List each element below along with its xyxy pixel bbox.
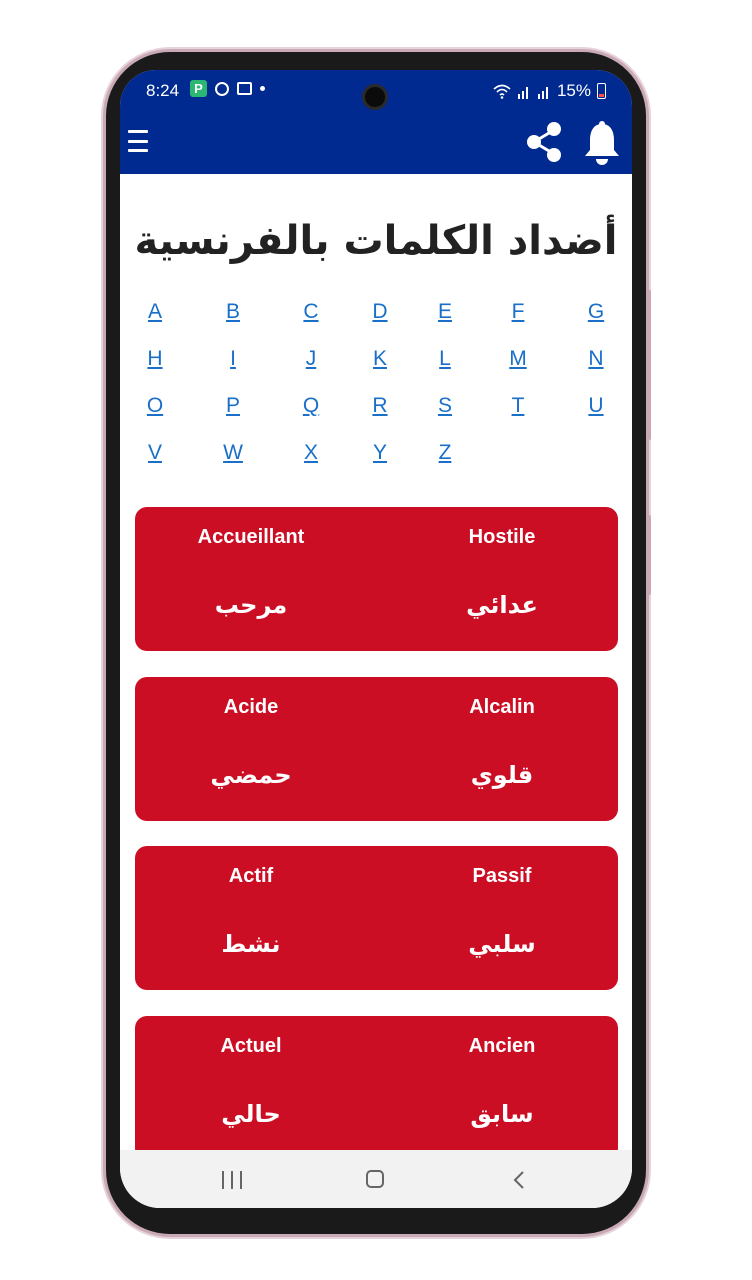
page-title: أضداد الكلمات بالفرنسية	[134, 218, 618, 264]
main-content	[120, 174, 632, 1150]
letter-link-p[interactable]: P	[225, 394, 240, 417]
word-french: Acide	[223, 696, 279, 718]
system-nav-bar	[120, 1150, 632, 1208]
word-arabic: نشط	[221, 930, 281, 958]
status-right	[493, 81, 606, 101]
letter-link-c[interactable]: C	[303, 300, 319, 323]
letter-link-e[interactable]: E	[437, 300, 452, 323]
signal-icon	[517, 84, 531, 99]
letter-link-k[interactable]: K	[372, 347, 387, 370]
letter-link-d[interactable]: D	[372, 300, 388, 323]
letter-link-x[interactable]: X	[303, 441, 318, 464]
opposite-french: Hostile	[468, 526, 536, 548]
battery-percent: 15%	[556, 81, 591, 100]
word-arabic: حالي	[221, 1100, 281, 1128]
word-french: Actuel	[220, 1035, 282, 1057]
letter-link-i[interactable]: I	[230, 347, 236, 370]
antonym-card[interactable]	[135, 507, 618, 651]
letter-link-r[interactable]: R	[372, 394, 388, 417]
word-french: Actif	[228, 865, 274, 887]
letter-link-l[interactable]: L	[439, 347, 451, 370]
letter-link-n[interactable]: N	[588, 347, 604, 370]
opposite-arabic: قلوي	[470, 761, 534, 789]
antonym-card[interactable]	[135, 677, 618, 821]
app-bar	[120, 112, 632, 174]
letter-link-m[interactable]: M	[509, 347, 527, 370]
status-bar	[120, 70, 632, 112]
antonym-card[interactable]	[135, 1016, 618, 1150]
app-notification-icon: P	[190, 80, 207, 97]
more-notifications-dot	[260, 86, 265, 91]
letter-link-o[interactable]: O	[146, 394, 164, 417]
back-button[interactable]	[512, 1170, 526, 1190]
letter-link-j[interactable]: J	[305, 347, 317, 370]
opposite-arabic: سلبي	[468, 930, 536, 958]
word-arabic: حمضي	[210, 761, 292, 789]
share-icon[interactable]	[520, 118, 568, 166]
letter-link-u[interactable]: U	[588, 394, 604, 417]
letter-link-b[interactable]: B	[225, 300, 240, 323]
image-icon	[237, 82, 252, 95]
opposite-french: Alcalin	[469, 696, 535, 718]
power-button	[646, 515, 651, 595]
volume-button	[646, 290, 651, 440]
letter-link-z[interactable]: Z	[438, 441, 452, 464]
opposite-arabic: عدائي	[466, 591, 538, 619]
letter-link-q[interactable]: Q	[302, 394, 320, 417]
word-arabic: مرحب	[214, 591, 288, 619]
opposite-french: Ancien	[468, 1035, 536, 1057]
menu-icon[interactable]	[128, 128, 148, 154]
status-time: 8:24	[146, 81, 180, 100]
front-camera	[362, 84, 388, 110]
opposite-french: Passif	[472, 865, 532, 887]
sync-icon	[215, 82, 229, 96]
signal-icon-2	[537, 84, 551, 99]
notification-icons	[190, 80, 265, 97]
word-french: Accueillant	[197, 526, 305, 548]
letter-link-w[interactable]: W	[223, 441, 243, 464]
letter-link-h[interactable]: H	[147, 347, 163, 370]
letter-link-y[interactable]: Y	[372, 441, 387, 464]
letter-link-a[interactable]: A	[147, 300, 162, 323]
home-button[interactable]	[366, 1170, 384, 1188]
letter-link-g[interactable]: G	[587, 300, 605, 323]
wifi-icon	[493, 83, 511, 99]
letter-link-v[interactable]: V	[147, 441, 162, 464]
letter-link-s[interactable]: S	[437, 394, 452, 417]
letter-link-f[interactable]: F	[511, 300, 525, 323]
antonym-card[interactable]	[135, 846, 618, 990]
recent-apps-button[interactable]	[222, 1171, 242, 1189]
letter-link-t[interactable]: T	[511, 394, 525, 417]
phone-screen	[120, 70, 632, 1208]
battery-icon	[597, 83, 606, 99]
bell-icon[interactable]	[582, 120, 622, 166]
opposite-arabic: سابق	[470, 1100, 534, 1128]
